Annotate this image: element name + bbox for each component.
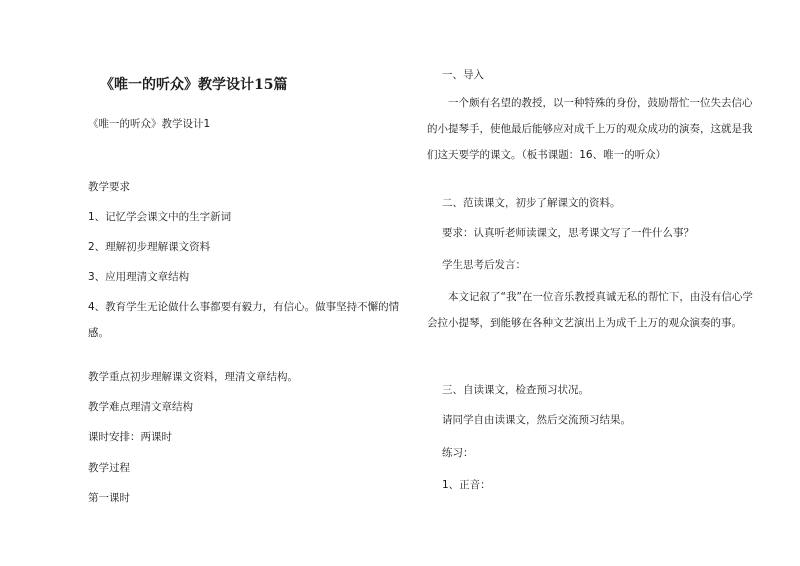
- intro-heading: 一、导入: [442, 69, 484, 81]
- process-heading: 教学过程: [88, 462, 130, 474]
- requirement-item-1: 1、记忆学会课文中的生字新词: [88, 211, 232, 223]
- self-read-heading: 三、自读课文，检查预习状况。: [442, 384, 589, 396]
- schedule: 课时安排：两课时: [88, 431, 172, 443]
- practice-heading: 练习：: [442, 447, 474, 459]
- reading-requirement: 要求：认真听老师读课文，思考课文写了一件什么事？: [442, 227, 694, 239]
- first-lesson-heading: 第一课时: [88, 492, 130, 504]
- key-point: 教学重点初步理解课文资料，理清文章结构。: [88, 371, 298, 383]
- requirement-item-4: 4、教育学生无论做什么事都要有毅力，有信心。做事坚持不懈的情感。: [88, 301, 400, 339]
- requirement-item-3: 3、应用理清文章结构: [88, 271, 190, 283]
- summary-text: 本文记叙了“我”在一位音乐教授真诚无私的帮忙下，由没有信心学会拉小提琴，到能够在各种文艺演出上为成千上万的观众演奏的事。: [427, 291, 753, 329]
- difficulty: 教学难点理清文章结构: [88, 401, 193, 413]
- students-speak: 学生思考后发言：: [442, 259, 526, 271]
- requirements-heading: 教学要求: [88, 181, 130, 193]
- subtitle: 《唯一的听众》教学设计1: [88, 118, 211, 130]
- self-read-text: 请同学自由读课文，然后交流预习结果。: [442, 414, 631, 426]
- intro-text: 一个颇有名望的教授，以一种特殊的身份，鼓励帮忙一位失去信心的小提琴手，使他最后能够应对成千上万的观众成功的演奏，这就是我们这天要学的课文。（板书课题：16、唯一的听众）: [427, 97, 753, 161]
- pronunciation-item: 1、正音：: [442, 479, 491, 491]
- document-title: 《唯一的听众》教学设计15篇: [100, 77, 288, 93]
- requirement-item-2: 2、理解初步理解课文资料: [88, 241, 211, 253]
- reading-heading: 二、范读课文，初步了解课文的资料。: [442, 197, 621, 209]
